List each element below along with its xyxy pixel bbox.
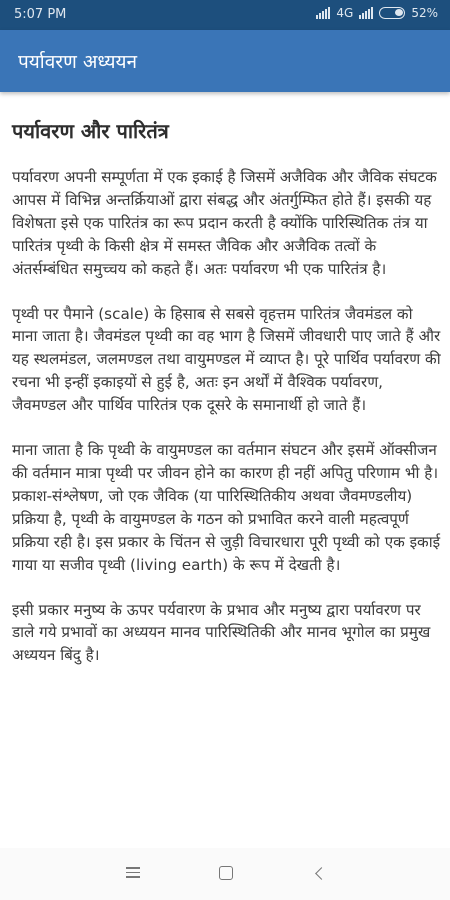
article-heading: पर्यावरण और पारितंत्र xyxy=(12,119,169,143)
signal-icon xyxy=(316,7,330,19)
article-paragraph: पृथ्वी पर पैमाने (scale) के हिसाब से सबसे वृहत्तम पारितंत्र जैवमंडल को माना जाता है। जैवमंडल पृथ्वी का वह भाग है जिसमें जीवधारी पाए जाते हैं और यह स्थलमंडल, जलमण्डल तथा वायुमण्डल में व्याप्त है। पूरे पार्थिव पर्यावरण की रचना भी इन्हीं इकाइयों से हुई है, अतः इन अर्थों में वैश्विक पर्यावरण, जैवमण्डल और पार्थिव पारितंत्र एक दूसरे के समानार्थी हो जाते हैं। xyxy=(12,304,441,415)
battery-saver-icon xyxy=(379,7,405,19)
battery-level: 52% xyxy=(411,6,438,20)
status-time: 5:07 PM xyxy=(14,7,67,22)
navigation-bar xyxy=(0,848,450,900)
app-bar xyxy=(0,30,450,92)
article-paragraph: पर्यावरण अपनी सम्पूर्णता में एक इकाई है जिसमें अजैविक और जैविक संघटक आपस में विभिन्न अन्तर्क्रियाओं द्वारा संबद्ध और अंतर्गुम्फित होते हैं। इसकी यह विशेषता इसे एक पारितंत्र का रूप प्रदान करती है क्योंकि पारिस्थितिक तंत्र या पारितंत्र पृथ्वी के किसी क्षेत्र में समस्त जैविक और अजैविक तत्वों के अंतर्सम्बंधित समुच्चय को कहते हैं। अतः पर्यावरण भी एक पारितंत्र है। xyxy=(12,168,437,278)
status-icons xyxy=(316,6,438,20)
article-paragraph: माना जाता है कि पृथ्वी के वायुमण्डल का वर्तमान संघटन और इसमें ऑक्सीजन की वर्तमान मात्रा पृथ्वी पर जीवन होने का कारण ही नहीं अपितु परिणाम भी है। प्रकाश-संश्लेषण, जो एक जैविक (या पारिस्थितिकीय अथवा जैवमण्डलीय) प्रक्रिया है, पृथ्वी के वायुमण्डल के गठन को प्रभावित करने वाली महत्वपूर्ण प्रक्रिया रही है। इस प्रकार के चिंतन से जुड़ी विचारधारा पूरी पृथ्वी को एक इकाई गाया या सजीव पृथ्वी (living earth) के रूप में देखती है। xyxy=(12,441,441,574)
menu-icon[interactable] xyxy=(122,864,144,884)
network-type: 4G xyxy=(336,6,354,20)
article-content[interactable] xyxy=(12,118,442,689)
article-paragraph: इसी प्रकार मनुष्य के ऊपर पर्यवारण के प्रभाव और मनुष्य द्वारा पर्यावरण पर डाले गये प्रभावों का अध्ययन मानव पारिस्थितिकी और मानव भूगोल का प्रमुख अध्ययन बिंदु है। xyxy=(12,600,431,665)
app-title: पर्यावरण अध्ययन xyxy=(18,51,138,73)
back-icon[interactable] xyxy=(310,864,332,884)
signal-icon xyxy=(359,7,373,19)
status-bar xyxy=(0,0,450,30)
home-icon[interactable] xyxy=(216,864,238,884)
